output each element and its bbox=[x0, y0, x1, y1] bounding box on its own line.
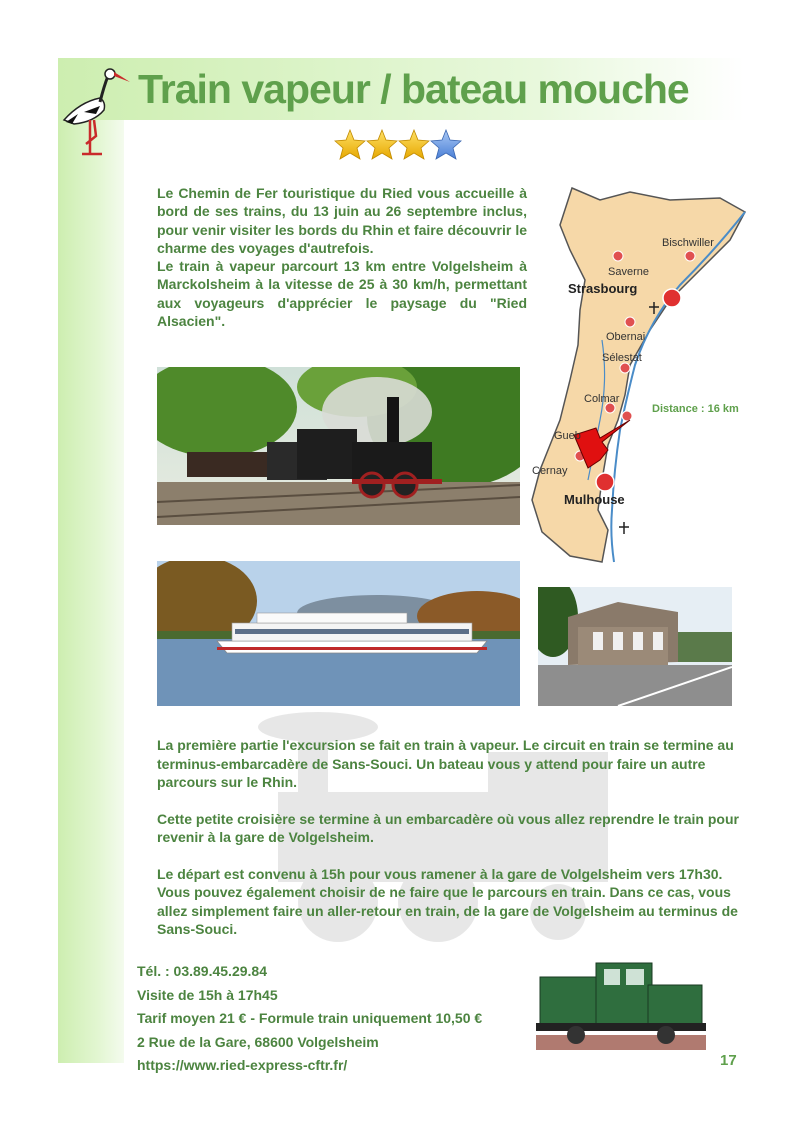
address: 2 Rue de la Gare, 68600 Volgelsheim bbox=[137, 1033, 379, 1050]
description-paragraph: Le départ est convenu à 15h pour vous ramener à la gare de Volgelsheim vers 17h30. Vous pouvez également choisir de ne faire que le parcours en train. Dans ce cas, vous allez simplement faire un aller-retour en train, de la gare de Volgelsheim au terminus de Sans-Souci. bbox=[157, 865, 738, 937]
map-label: Bischwiller bbox=[662, 237, 714, 249]
map-label: Gueb bbox=[554, 430, 581, 442]
intro-text bbox=[157, 184, 527, 330]
alsace-map bbox=[530, 180, 755, 568]
price-info: Tarif moyen 21 € - Formule train uniquement 10,50 € bbox=[137, 1010, 483, 1026]
star-icon bbox=[335, 130, 365, 159]
star-icon bbox=[367, 130, 397, 159]
map-label: Colmar bbox=[584, 393, 620, 405]
map-distance: Distance : 16 km bbox=[652, 403, 739, 415]
rating-stars bbox=[333, 128, 465, 162]
description-paragraph: La première partie l'excursion se fait en train à vapeur. Le circuit en train se termine au terminus-embarcadère de Sans-Souci. Un bateau vous y attend pour faire un autre parcours sur le Rhin. bbox=[157, 737, 734, 790]
contact-info bbox=[137, 960, 482, 1078]
map-label: Obernai bbox=[606, 331, 646, 343]
map-label: Mulhouse bbox=[564, 492, 625, 507]
phone-number: Tél. : 03.89.45.29.84 bbox=[137, 963, 267, 979]
opening-hours: Visite de 15h à 17h45 bbox=[137, 986, 278, 1003]
stork-icon bbox=[60, 62, 132, 162]
intro-paragraph: Le train à vapeur parcourt 13 km entre Volgelsheim à Marckolsheim à la vitesse de 25 à 30 km/h, permettant aux voyageurs d'apprécier le paysage du "Ried Alsacien". bbox=[157, 258, 527, 330]
map-label: Saverne bbox=[608, 266, 649, 278]
left-green-band bbox=[58, 58, 124, 1063]
map-label: Cernay bbox=[532, 465, 568, 477]
map-label: Sélestat bbox=[602, 352, 642, 364]
star-icon bbox=[399, 130, 429, 159]
map-label: Strasbourg bbox=[568, 281, 638, 296]
description-paragraph: Cette petite croisière se termine à un embarcadère où vous allez reprendre le train pour revenir à la gare de Volgelsheim. bbox=[157, 810, 739, 845]
star-icon bbox=[431, 130, 461, 159]
description-text bbox=[157, 736, 747, 957]
station-photo bbox=[538, 587, 732, 706]
page-title: Train vapeur / bateau mouche bbox=[138, 66, 689, 112]
website-link[interactable]: https://www.ried-express-cftr.fr/ bbox=[137, 1057, 348, 1073]
boat-photo bbox=[157, 561, 520, 706]
steam-train-photo bbox=[157, 367, 520, 525]
green-locomotive-photo bbox=[536, 955, 706, 1050]
page-number: 17 bbox=[720, 1052, 737, 1069]
intro-paragraph: Le Chemin de Fer touristique du Ried vous accueille à bord de ses trains, du 13 juin au 26 septembre inclus, pour venir visiter les bords du Rhin et faire découvrir le charme des voyages d'autrefois. bbox=[157, 185, 527, 256]
